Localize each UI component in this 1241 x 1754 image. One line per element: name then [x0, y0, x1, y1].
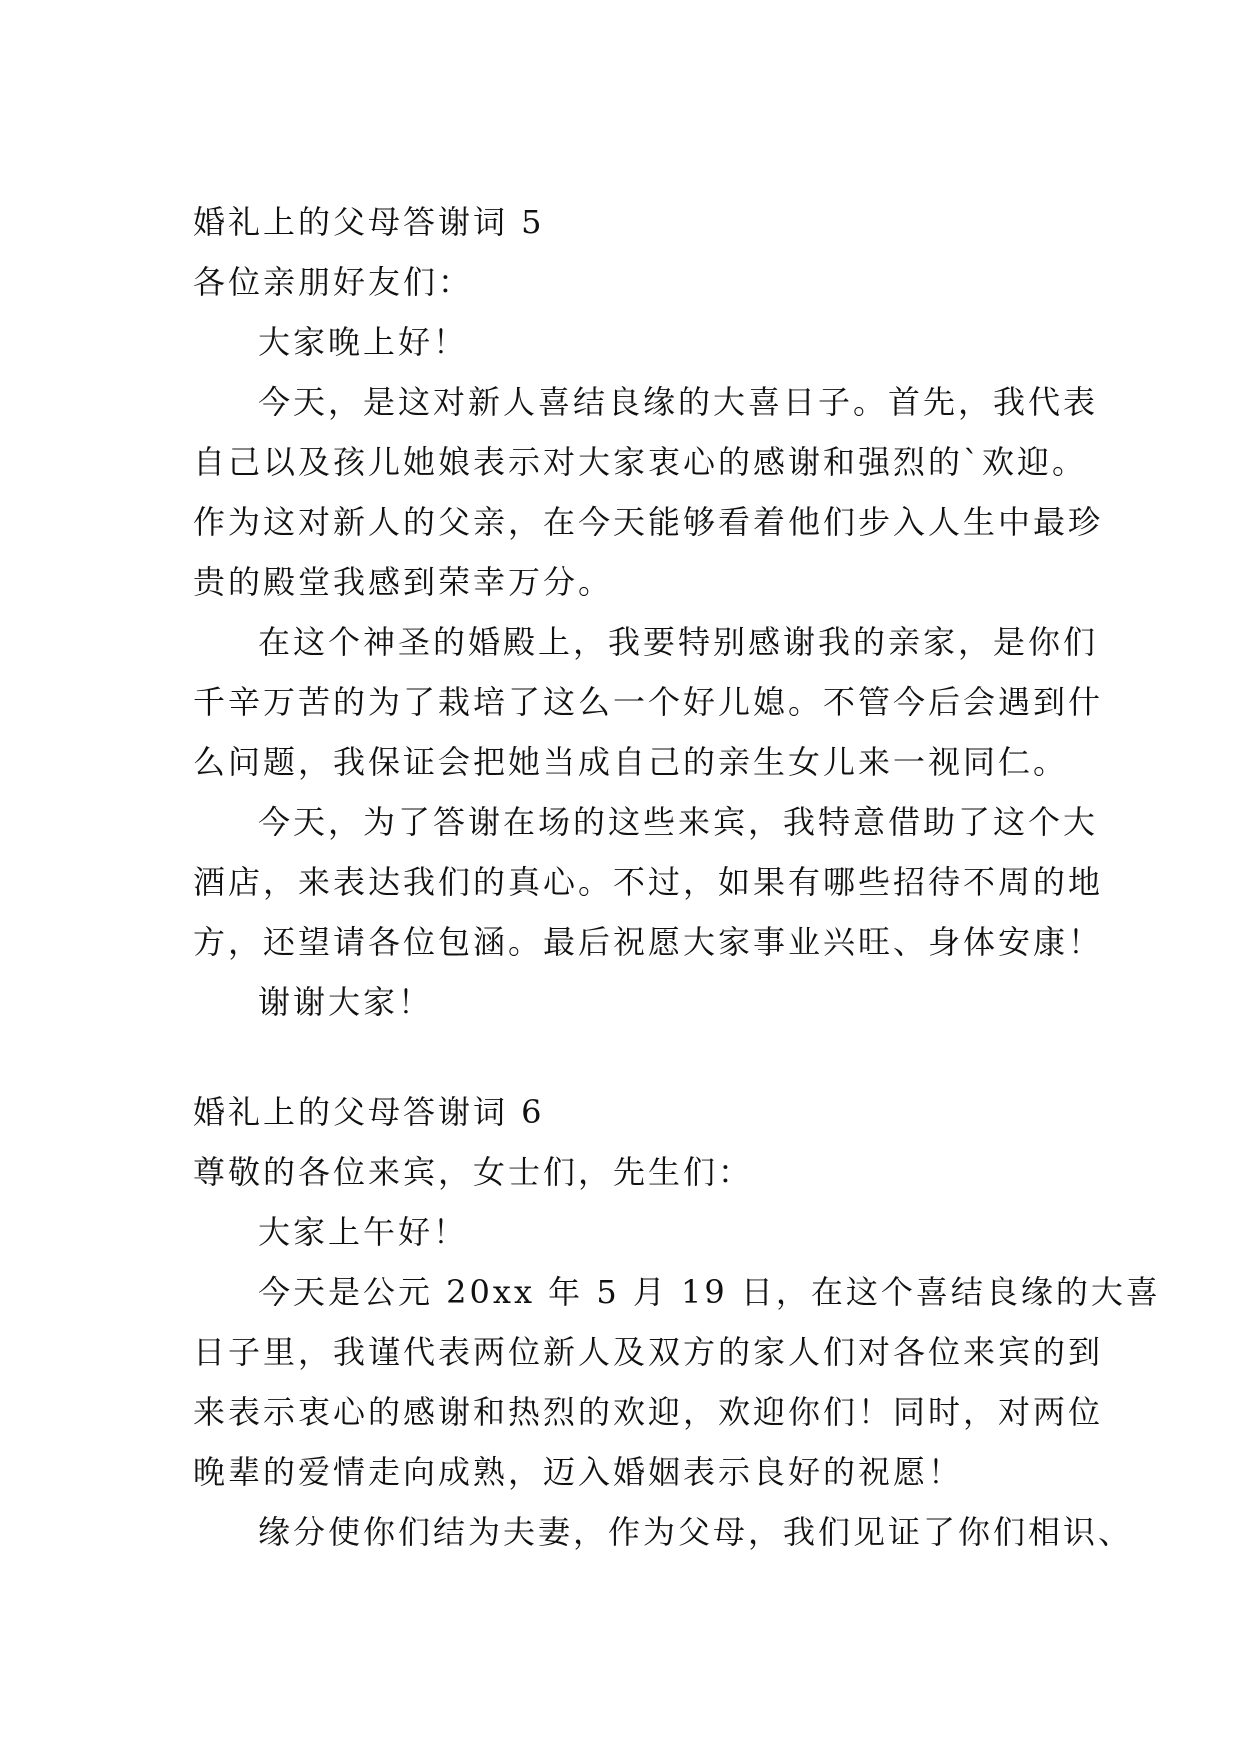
- paragraph-line: 今天，是这对新人喜结良缘的大喜日子。首先，我代表: [258, 383, 1099, 421]
- paragraph-line: 日子里，我谨代表两位新人及双方的家人们对各位来宾的到: [193, 1333, 1104, 1371]
- paragraph-line: 来表示衷心的感谢和热烈的欢迎，欢迎你们！同时，对两位: [193, 1393, 1104, 1431]
- salutation: 尊敬的各位来宾，女士们，先生们：: [193, 1153, 754, 1191]
- paragraph-line: 在这个神圣的婚殿上，我要特别感谢我的亲家，是你们: [258, 623, 1099, 661]
- salutation: 各位亲朋好友们：: [193, 263, 474, 301]
- paragraph-line: 作为这对新人的父亲，在今天能够看着他们步入人生中最珍: [193, 503, 1104, 541]
- greeting-line: 大家晚上好！: [258, 323, 469, 361]
- section-title: 婚礼上的父母答谢词 5: [193, 203, 545, 241]
- section-title: 婚礼上的父母答谢词 6: [193, 1093, 545, 1131]
- paragraph-line: 么问题，我保证会把她当成自己的亲生女儿来一视同仁。: [193, 743, 1069, 781]
- paragraph-line: 贵的殿堂我感到荣幸万分。: [193, 563, 614, 601]
- paragraph-line: 晚辈的爱情走向成熟，迈入婚姻表示良好的祝愿！: [193, 1453, 964, 1491]
- greeting-line: 大家上午好！: [258, 1213, 469, 1251]
- paragraph-line: 千辛万苦的为了栽培了这么一个好儿媳。不管今后会遇到什: [193, 683, 1104, 721]
- paragraph-line: 今天是公元 20xx 年 5 月 19 日，在这个喜结良缘的大喜: [258, 1273, 1161, 1311]
- paragraph-line: 自己以及孩儿她娘表示对大家衷心的感谢和强烈的`欢迎。: [193, 443, 1088, 481]
- paragraph-line: 缘分使你们结为夫妻，作为父母，我们见证了你们相识、: [258, 1513, 1134, 1551]
- paragraph-line: 酒店，来表达我们的真心。不过，如果有哪些招待不周的地: [193, 863, 1104, 901]
- paragraph-line: 今天，为了答谢在场的这些来宾，我特意借助了这个大: [258, 803, 1099, 841]
- closing-line: 谢谢大家！: [258, 983, 434, 1021]
- paragraph-line: 方，还望请各位包涵。最后祝愿大家事业兴旺、身体安康！: [193, 923, 1104, 961]
